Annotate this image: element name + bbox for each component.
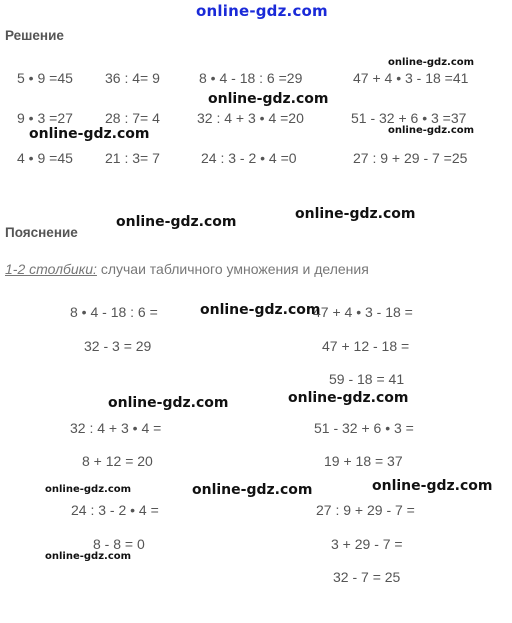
solution-cell: 27 : 9 + 29 - 7 =25 <box>353 150 468 166</box>
note-text: случаи табличного умножения и деления <box>96 261 369 277</box>
watermark: online-gdz.com <box>388 125 475 136</box>
watermark: online-gdz.com <box>200 302 321 318</box>
solution-cell: 47 + 4 • 3 - 18 =41 <box>353 70 469 86</box>
left-step-line: 24 : 3 - 2 • 4 = <box>71 502 159 518</box>
watermark: online-gdz.com <box>108 395 229 411</box>
watermark: online-gdz.com <box>192 482 313 498</box>
watermark: online-gdz.com <box>45 551 132 562</box>
right-step-line: 3 + 29 - 7 = <box>331 536 403 552</box>
watermark: online-gdz.com <box>208 91 329 107</box>
watermark: online-gdz.com <box>372 478 493 494</box>
solution-cell: 51 - 32 + 6 • 3 =37 <box>351 110 467 126</box>
solution-cell: 21 : 3= 7 <box>105 150 160 166</box>
right-step-line: 51 - 32 + 6 • 3 = <box>314 420 414 436</box>
site-brand: online-gdz.com <box>196 2 328 20</box>
watermark: online-gdz.com <box>388 57 475 68</box>
solution-cell: 24 : 3 - 2 • 4 =0 <box>201 150 297 166</box>
right-step-line: 47 + 12 - 18 = <box>322 338 410 354</box>
explanation-heading: Пояснение <box>5 225 78 240</box>
left-step-line: 32 : 4 + 3 • 4 = <box>70 420 162 436</box>
watermark: online-gdz.com <box>295 206 416 222</box>
note-label: 1-2 столбики: <box>5 261 97 277</box>
watermark: online-gdz.com <box>45 484 132 495</box>
watermark: online-gdz.com <box>116 214 237 230</box>
right-step-line: 27 : 9 + 29 - 7 = <box>316 502 415 518</box>
solution-cell: 8 • 4 - 18 : 6 =29 <box>199 70 303 86</box>
left-step-line: 32 - 3 = 29 <box>84 338 152 354</box>
solution-cell: 36 : 4= 9 <box>105 70 160 86</box>
watermark: online-gdz.com <box>288 390 409 406</box>
watermark: online-gdz.com <box>29 126 150 142</box>
right-step-line: 47 + 4 • 3 - 18 = <box>313 304 413 320</box>
solution-cell: 9 • 3 =27 <box>17 110 73 126</box>
right-step-line: 32 - 7 = 25 <box>333 569 401 585</box>
left-step-line: 8 - 8 = 0 <box>93 536 145 552</box>
right-step-line: 19 + 18 = 37 <box>324 453 403 469</box>
right-step-line: 59 - 18 = 41 <box>329 371 405 387</box>
explanation-note <box>5 261 369 277</box>
solution-cell: 4 • 9 =45 <box>17 150 73 166</box>
solution-heading: Решение <box>5 28 64 43</box>
solution-cell: 28 : 7= 4 <box>105 110 160 126</box>
left-step-line: 8 • 4 - 18 : 6 = <box>70 304 158 320</box>
solution-cell: 5 • 9 =45 <box>17 70 73 86</box>
left-step-line: 8 + 12 = 20 <box>82 453 153 469</box>
solution-cell: 32 : 4 + 3 • 4 =20 <box>197 110 304 126</box>
